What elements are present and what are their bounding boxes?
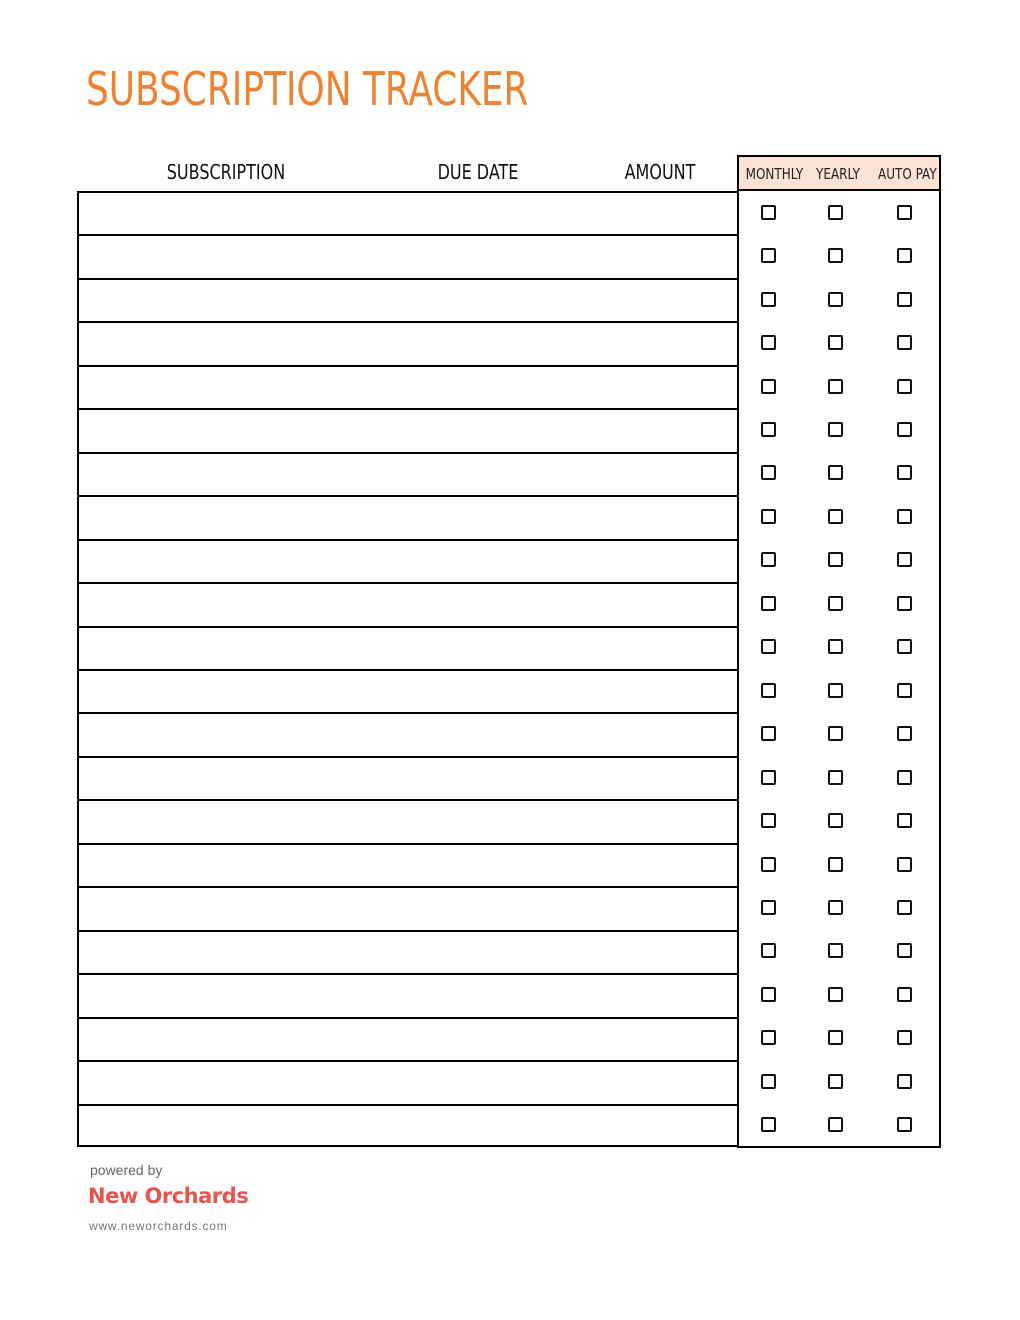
checkbox-auto-pay[interactable] <box>897 1030 912 1045</box>
column-header-yearly: YEARLY <box>816 165 860 183</box>
checkbox-monthly[interactable] <box>761 900 776 915</box>
checkbox-auto-pay[interactable] <box>897 813 912 828</box>
checkbox-yearly[interactable] <box>828 248 843 263</box>
checkbox-monthly[interactable] <box>761 813 776 828</box>
checkbox-monthly[interactable] <box>761 465 776 480</box>
checkbox-yearly[interactable] <box>828 770 843 785</box>
checkbox-monthly[interactable] <box>761 205 776 220</box>
checkbox-yearly[interactable] <box>828 900 843 915</box>
checkbox-auto-pay[interactable] <box>897 248 912 263</box>
checkbox-monthly[interactable] <box>761 292 776 307</box>
column-header-amount: AMOUNT <box>624 160 696 184</box>
checkbox-monthly[interactable] <box>761 379 776 394</box>
payment-type-panel <box>737 155 941 1148</box>
checkbox-yearly[interactable] <box>828 596 843 611</box>
checkbox-yearly[interactable] <box>828 726 843 741</box>
checkbox-monthly[interactable] <box>761 683 776 698</box>
checkbox-auto-pay[interactable] <box>897 1074 912 1089</box>
checkbox-yearly[interactable] <box>828 943 843 958</box>
checkbox-auto-pay[interactable] <box>897 987 912 1002</box>
column-header-auto-pay: AUTO PAY <box>878 165 937 183</box>
checkbox-auto-pay[interactable] <box>897 683 912 698</box>
checkbox-monthly[interactable] <box>761 639 776 654</box>
checkbox-auto-pay[interactable] <box>897 335 912 350</box>
checkbox-yearly[interactable] <box>828 639 843 654</box>
checkbox-monthly[interactable] <box>761 770 776 785</box>
checkbox-auto-pay[interactable] <box>897 639 912 654</box>
checkbox-yearly[interactable] <box>828 857 843 872</box>
checkbox-yearly[interactable] <box>828 813 843 828</box>
checkbox-monthly[interactable] <box>761 943 776 958</box>
checkbox-yearly[interactable] <box>828 205 843 220</box>
column-header-monthly: MONTHLY <box>745 165 804 183</box>
checkbox-yearly[interactable] <box>828 1074 843 1089</box>
checkbox-monthly[interactable] <box>761 1074 776 1089</box>
column-header-due-date: DUE DATE <box>437 160 519 184</box>
checkbox-auto-pay[interactable] <box>897 943 912 958</box>
checkbox-auto-pay[interactable] <box>897 379 912 394</box>
checkbox-yearly[interactable] <box>828 1030 843 1045</box>
checkbox-auto-pay[interactable] <box>897 900 912 915</box>
checkbox-auto-pay[interactable] <box>897 465 912 480</box>
checkbox-yearly[interactable] <box>828 422 843 437</box>
checkbox-auto-pay[interactable] <box>897 509 912 524</box>
column-header-subscription: SUBSCRIPTION <box>166 160 286 184</box>
checkbox-auto-pay[interactable] <box>897 857 912 872</box>
checkbox-monthly[interactable] <box>761 422 776 437</box>
checkbox-yearly[interactable] <box>828 465 843 480</box>
checkbox-yearly[interactable] <box>828 987 843 1002</box>
table-border <box>77 191 738 1147</box>
checkbox-yearly[interactable] <box>828 683 843 698</box>
checkbox-monthly[interactable] <box>761 552 776 567</box>
page-title: SUBSCRIPTION TRACKER <box>86 62 529 116</box>
checkbox-yearly[interactable] <box>828 379 843 394</box>
checkbox-yearly[interactable] <box>828 292 843 307</box>
checkbox-yearly[interactable] <box>828 509 843 524</box>
checkbox-yearly[interactable] <box>828 1117 843 1132</box>
checkbox-monthly[interactable] <box>761 1117 776 1132</box>
checkbox-auto-pay[interactable] <box>897 552 912 567</box>
checkbox-auto-pay[interactable] <box>897 726 912 741</box>
checkbox-monthly[interactable] <box>761 335 776 350</box>
checkbox-monthly[interactable] <box>761 857 776 872</box>
checkbox-auto-pay[interactable] <box>897 596 912 611</box>
footer-brand-logo: New Orchards <box>88 1184 249 1208</box>
checkbox-monthly[interactable] <box>761 596 776 611</box>
checkbox-auto-pay[interactable] <box>897 292 912 307</box>
checkbox-auto-pay[interactable] <box>897 770 912 785</box>
checkbox-monthly[interactable] <box>761 509 776 524</box>
checkbox-yearly[interactable] <box>828 552 843 567</box>
payment-type-header <box>739 157 939 191</box>
footer-powered-by: powered by <box>90 1162 163 1178</box>
checkbox-auto-pay[interactable] <box>897 205 912 220</box>
checkbox-auto-pay[interactable] <box>897 422 912 437</box>
checkbox-monthly[interactable] <box>761 987 776 1002</box>
checkbox-monthly[interactable] <box>761 248 776 263</box>
checkbox-auto-pay[interactable] <box>897 1117 912 1132</box>
checkbox-yearly[interactable] <box>828 335 843 350</box>
checkbox-monthly[interactable] <box>761 1030 776 1045</box>
footer-url: www.neworchards.com <box>89 1219 228 1233</box>
checkbox-monthly[interactable] <box>761 726 776 741</box>
